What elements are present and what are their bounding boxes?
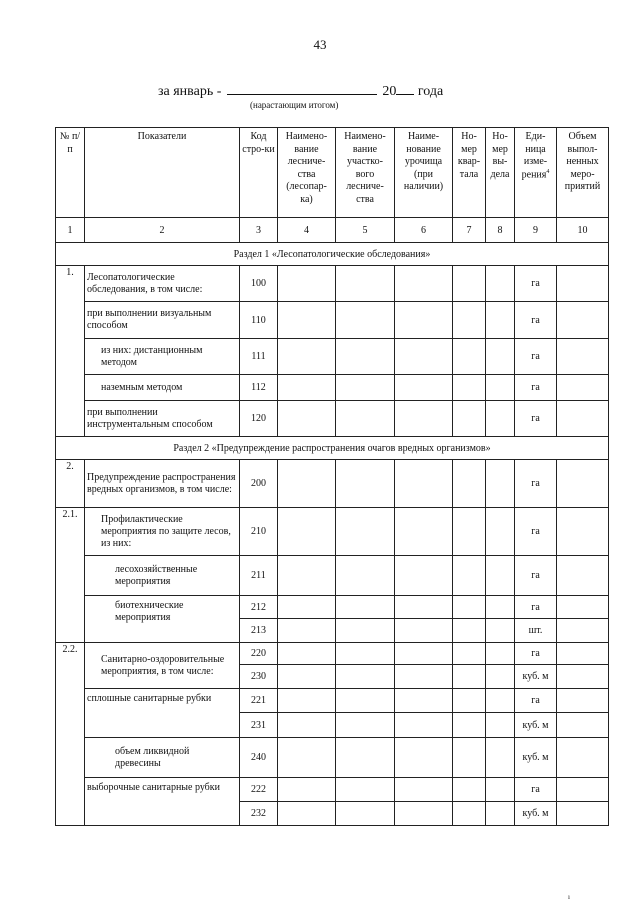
cell-district[interactable] xyxy=(336,460,395,508)
cell-district[interactable] xyxy=(336,689,395,713)
cell-tract[interactable] xyxy=(395,738,453,778)
row-no: 2.1. xyxy=(56,508,85,643)
row-code: 221 xyxy=(240,689,278,713)
cell-section[interactable] xyxy=(486,339,515,375)
cell-quarter[interactable] xyxy=(453,738,486,778)
row-unit: га xyxy=(515,302,557,339)
cell-quarter[interactable] xyxy=(453,375,486,401)
table-row xyxy=(56,643,609,665)
row-code: 222 xyxy=(240,778,278,802)
cell-section[interactable] xyxy=(486,689,515,713)
row-code: 112 xyxy=(240,375,278,401)
cell-district[interactable] xyxy=(336,375,395,401)
header-unit-footnote: 4 xyxy=(546,168,550,175)
cell-forestry[interactable] xyxy=(278,778,336,802)
cell-forestry[interactable] xyxy=(278,643,336,665)
cell-volume[interactable] xyxy=(557,689,609,713)
cell-tract[interactable] xyxy=(395,643,453,665)
cell-tract[interactable] xyxy=(395,713,453,738)
cell-volume[interactable] xyxy=(557,556,609,596)
cell-district[interactable] xyxy=(336,619,395,643)
cell-tract[interactable] xyxy=(395,401,453,437)
cell-tract[interactable] xyxy=(395,266,453,302)
cell-section[interactable] xyxy=(486,596,515,619)
row-code: 230 xyxy=(240,665,278,689)
corner-mark: ı xyxy=(568,893,570,901)
row-code: 100 xyxy=(240,266,278,302)
row-unit: га xyxy=(515,266,557,302)
cell-district[interactable] xyxy=(336,802,395,826)
cell-district[interactable] xyxy=(336,302,395,339)
heading-note: (нарастающим итогом) xyxy=(250,100,339,110)
row-label: сплошные санитарные рубки xyxy=(85,689,240,738)
col-number: 1 xyxy=(56,218,85,243)
table-row xyxy=(56,401,609,437)
cell-tract[interactable] xyxy=(395,596,453,619)
col-number: 2 xyxy=(85,218,240,243)
row-code: 213 xyxy=(240,619,278,643)
cell-district[interactable] xyxy=(336,508,395,556)
row-code: 231 xyxy=(240,713,278,738)
table-row xyxy=(56,460,609,508)
cell-quarter[interactable] xyxy=(453,778,486,802)
section-2-title: Раздел 2 «Предупреждение распространения очагов вредных организмов» xyxy=(56,437,609,460)
cell-forestry[interactable] xyxy=(278,738,336,778)
cell-forestry[interactable] xyxy=(278,802,336,826)
table-row xyxy=(56,302,609,339)
heading-year-prefix: 20 xyxy=(382,84,397,99)
section-1-title: Раздел 1 «Лесопатологические обследования» xyxy=(56,243,609,266)
header-code: Код стро-ки xyxy=(240,128,278,218)
row-code: 120 xyxy=(240,401,278,437)
cell-section[interactable] xyxy=(486,643,515,665)
row-code: 212 xyxy=(240,596,278,619)
row-unit: куб. м xyxy=(515,665,557,689)
cell-volume[interactable] xyxy=(557,619,609,643)
cell-section[interactable] xyxy=(486,778,515,802)
cell-section[interactable] xyxy=(486,802,515,826)
cell-volume[interactable] xyxy=(557,401,609,437)
cell-quarter[interactable] xyxy=(453,713,486,738)
col-number: 9 xyxy=(515,218,557,243)
cell-section[interactable] xyxy=(486,665,515,689)
cell-quarter[interactable] xyxy=(453,401,486,437)
cell-section[interactable] xyxy=(486,508,515,556)
row-label: объем ликвидной древесины xyxy=(85,738,240,778)
cell-forestry[interactable] xyxy=(278,596,336,619)
cell-forestry[interactable] xyxy=(278,713,336,738)
cell-forestry[interactable] xyxy=(278,401,336,437)
cell-quarter[interactable] xyxy=(453,339,486,375)
heading-suffix: года xyxy=(417,84,444,99)
cell-quarter[interactable] xyxy=(453,596,486,619)
row-code: 210 xyxy=(240,508,278,556)
cell-tract[interactable] xyxy=(395,508,453,556)
cell-section[interactable] xyxy=(486,375,515,401)
row-code: 240 xyxy=(240,738,278,778)
cell-tract[interactable] xyxy=(395,778,453,802)
cell-volume[interactable] xyxy=(557,339,609,375)
cell-volume[interactable] xyxy=(557,508,609,556)
cell-volume[interactable] xyxy=(557,802,609,826)
cell-quarter[interactable] xyxy=(453,508,486,556)
cell-volume[interactable] xyxy=(557,643,609,665)
row-code: 232 xyxy=(240,802,278,826)
cell-quarter[interactable] xyxy=(453,689,486,713)
cell-forestry[interactable] xyxy=(278,302,336,339)
row-unit: куб. м xyxy=(515,802,557,826)
row-label: наземным методом xyxy=(85,375,240,401)
cell-volume[interactable] xyxy=(557,460,609,508)
cell-volume[interactable] xyxy=(557,778,609,802)
row-unit: га xyxy=(515,643,557,665)
col-number: 8 xyxy=(486,218,515,243)
cell-section[interactable] xyxy=(486,401,515,437)
row-unit: га xyxy=(515,596,557,619)
cell-district[interactable] xyxy=(336,266,395,302)
cell-district[interactable] xyxy=(336,556,395,596)
row-unit: га xyxy=(515,778,557,802)
col-number: 7 xyxy=(453,218,486,243)
header-no: № п/п xyxy=(56,128,85,218)
cell-district[interactable] xyxy=(336,596,395,619)
heading-prefix: за январь - xyxy=(158,84,222,99)
cell-forestry[interactable] xyxy=(278,556,336,596)
header-section: Но-мер вы-дела xyxy=(486,128,515,218)
cell-forestry[interactable] xyxy=(278,665,336,689)
cell-forestry[interactable] xyxy=(278,689,336,713)
cell-volume[interactable] xyxy=(557,713,609,738)
page-number: 43 xyxy=(313,37,327,52)
cell-section[interactable] xyxy=(486,738,515,778)
table-row xyxy=(56,738,609,778)
row-code: 110 xyxy=(240,302,278,339)
row-label: выборочные санитарные рубки xyxy=(85,778,240,826)
cell-section[interactable] xyxy=(486,713,515,738)
header-district: Наимено-вание участко-вого лесниче-ства xyxy=(336,128,395,218)
row-label: Профилактические мероприятия по защите лесов, из них: xyxy=(85,508,240,556)
row-unit: га xyxy=(515,556,557,596)
row-unit: га xyxy=(515,460,557,508)
col-number: 3 xyxy=(240,218,278,243)
cell-tract[interactable] xyxy=(395,302,453,339)
row-label: Лесопатологические обследования, в том числе: xyxy=(85,266,240,302)
cell-tract[interactable] xyxy=(395,339,453,375)
cell-tract[interactable] xyxy=(395,802,453,826)
row-unit: куб. м xyxy=(515,738,557,778)
cell-section[interactable] xyxy=(486,460,515,508)
header-unit xyxy=(515,128,557,218)
cell-quarter[interactable] xyxy=(453,302,486,339)
row-no: 2. xyxy=(56,460,85,508)
row-code: 200 xyxy=(240,460,278,508)
col-number: 5 xyxy=(336,218,395,243)
month-blank-line xyxy=(227,84,377,95)
row-label: из них: дистанционным методом xyxy=(85,339,240,375)
cell-forestry[interactable] xyxy=(278,375,336,401)
table-row xyxy=(56,266,609,302)
cell-volume[interactable] xyxy=(557,302,609,339)
column-numbers-row xyxy=(56,218,609,243)
row-unit: куб. м xyxy=(515,713,557,738)
table-row xyxy=(56,508,609,556)
cell-quarter[interactable] xyxy=(453,460,486,508)
table-row xyxy=(56,375,609,401)
table-row xyxy=(56,556,609,596)
header-row xyxy=(56,128,609,218)
row-label: биотехнические мероприятия xyxy=(85,596,240,643)
section-2-row xyxy=(56,437,609,460)
cell-tract[interactable] xyxy=(395,619,453,643)
col-number: 6 xyxy=(395,218,453,243)
year-blank-line xyxy=(396,84,414,95)
cell-quarter[interactable] xyxy=(453,665,486,689)
row-unit: га xyxy=(515,508,557,556)
header-unit-text: Еди-ница изме-рения xyxy=(521,131,548,180)
cell-forestry[interactable] xyxy=(278,339,336,375)
cell-quarter[interactable] xyxy=(453,643,486,665)
row-no: 1. xyxy=(56,266,85,437)
cell-forestry[interactable] xyxy=(278,619,336,643)
cell-volume[interactable] xyxy=(557,665,609,689)
row-label: при выполнении визуальным способом xyxy=(85,302,240,339)
cell-tract[interactable] xyxy=(395,375,453,401)
col-number: 4 xyxy=(278,218,336,243)
cell-quarter[interactable] xyxy=(453,556,486,596)
row-label: лесохозяйственные мероприятия xyxy=(85,556,240,596)
table-row xyxy=(56,689,609,713)
cell-volume[interactable] xyxy=(557,266,609,302)
cell-district[interactable] xyxy=(336,643,395,665)
cell-district[interactable] xyxy=(336,713,395,738)
col-number: 10 xyxy=(557,218,609,243)
table-row xyxy=(56,596,609,619)
header-indicator: Показатели xyxy=(85,128,240,218)
cell-forestry[interactable] xyxy=(278,460,336,508)
cell-tract[interactable] xyxy=(395,460,453,508)
header-tract: Наиме-нование урочища (при наличии) xyxy=(395,128,453,218)
row-code: 211 xyxy=(240,556,278,596)
section-1-row xyxy=(56,243,609,266)
cell-section[interactable] xyxy=(486,302,515,339)
row-code: 111 xyxy=(240,339,278,375)
row-unit: шт. xyxy=(515,619,557,643)
header-forestry: Наимено-вание лесниче-ства (лесопар-ка) xyxy=(278,128,336,218)
cell-forestry[interactable] xyxy=(278,508,336,556)
cell-section[interactable] xyxy=(486,556,515,596)
row-no: 2.2. xyxy=(56,643,85,826)
cell-volume[interactable] xyxy=(557,375,609,401)
cell-tract[interactable] xyxy=(395,665,453,689)
row-label: Предупреждение распространения вредных организмов, в том числе: xyxy=(85,460,240,508)
report-period-heading xyxy=(158,84,443,100)
cell-section[interactable] xyxy=(486,619,515,643)
cell-volume[interactable] xyxy=(557,596,609,619)
header-quarter: Но-мер квар-тала xyxy=(453,128,486,218)
cell-quarter[interactable] xyxy=(453,619,486,643)
table-row xyxy=(56,339,609,375)
cell-district[interactable] xyxy=(336,778,395,802)
cell-district[interactable] xyxy=(336,339,395,375)
cell-quarter[interactable] xyxy=(453,802,486,826)
cell-district[interactable] xyxy=(336,665,395,689)
cell-district[interactable] xyxy=(336,738,395,778)
report-table xyxy=(55,127,609,826)
cell-tract[interactable] xyxy=(395,689,453,713)
row-label: при выполнении инструментальным способом xyxy=(85,401,240,437)
cell-section[interactable] xyxy=(486,266,515,302)
row-unit: га xyxy=(515,689,557,713)
cell-quarter[interactable] xyxy=(453,266,486,302)
cell-district[interactable] xyxy=(336,401,395,437)
cell-forestry[interactable] xyxy=(278,266,336,302)
row-unit: га xyxy=(515,401,557,437)
header-volume: Объем выпол-ненных меро-приятий xyxy=(557,128,609,218)
table-row xyxy=(56,778,609,802)
cell-tract[interactable] xyxy=(395,556,453,596)
row-label: Санитарно-оздоровительные мероприятия, в том числе: xyxy=(85,643,240,689)
row-unit: га xyxy=(515,375,557,401)
cell-volume[interactable] xyxy=(557,738,609,778)
row-unit: га xyxy=(515,339,557,375)
row-code: 220 xyxy=(240,643,278,665)
